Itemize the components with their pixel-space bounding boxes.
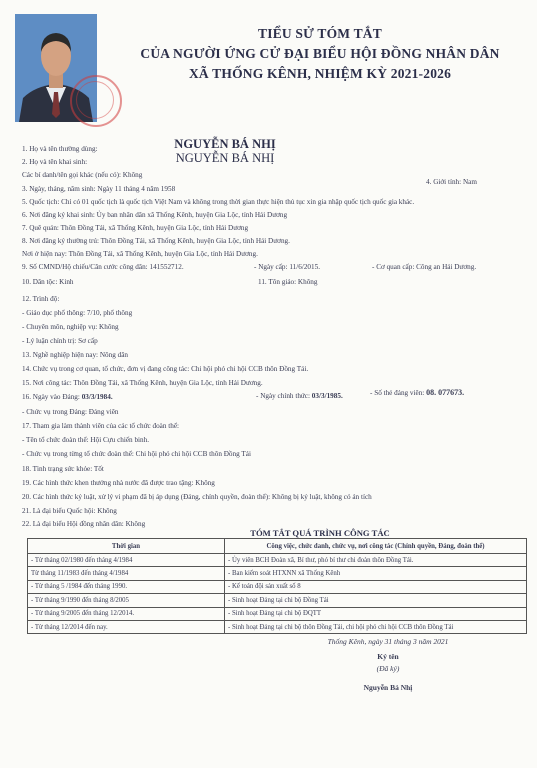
column-header-time: Thời gian — [28, 539, 225, 554]
work-history-table — [27, 538, 527, 634]
table-cell-role: - Sinh hoạt Đảng tại chi bộ ĐQTT — [225, 607, 527, 620]
party-join-value: 03/3/1984. — [81, 393, 113, 401]
field-health: 18. Tình trạng sức khỏe: Tốt — [22, 465, 104, 473]
field-peoples-council: 22. Là đại biểu Hội đồng nhân dân: Không — [22, 520, 146, 528]
field-id-issuer: - Cơ quan cấp: Công an Hải Dương. — [372, 263, 477, 271]
field-organization-role: - Chức vụ trong từng tổ chức đoàn thể: Chi hội phó chi hội CCB thôn Đồng Tái — [22, 450, 251, 458]
table-row — [28, 554, 527, 567]
table-cell-role: - Sinh hoạt Đảng tại chi bộ thôn Đồng Tái, chi hội phó chi hội CCB thôn Đồng Tái — [225, 620, 527, 633]
field-party-role: - Chức vụ trong Đảng: Đảng viên — [22, 408, 119, 416]
signer-name: Nguyễn Bá Nhị — [363, 683, 413, 692]
field-birth-name: 2. Họ và tên khai sinh: — [22, 158, 88, 166]
table-cell-time: - Từ tháng 5 /1984 đến tháng 1990. — [28, 580, 225, 593]
table-cell-role: - Sinh hoạt Đảng tại chi bộ Đồng Tái — [225, 594, 527, 607]
field-workplace: 15. Nơi công tác: Thôn Đồng Tái, xã Thống Kênh, huyện Gia Lộc, tỉnh Hải Dương. — [22, 379, 263, 387]
field-religion: 11. Tôn giáo: Không — [258, 278, 318, 286]
field-gender: 4. Giới tính: Nam — [426, 178, 477, 186]
field-organizations: 17. Tham gia làm thành viên của các tổ chức đoàn thể: — [22, 422, 180, 430]
signature-label: Ký tên — [377, 652, 399, 661]
table-cell-time: - Từ tháng 9/1990 đến tháng 8/2005 — [28, 594, 225, 607]
party-official-label: - Ngày chính thức: — [256, 392, 310, 400]
history-title: TÓM TẮT QUÁ TRÌNH CÔNG TÁC — [250, 528, 390, 538]
column-header-role: Công việc, chức danh, chức vụ, nơi công tác (Chính quyền, Đảng, đoàn thể) — [225, 539, 527, 554]
field-id-issue-date: - Ngày cấp: 11/6/2015. — [254, 263, 321, 271]
field-party-card — [370, 388, 464, 398]
party-official-value: 03/3/1985. — [311, 392, 343, 400]
party-card-value: 08. 077673. — [426, 388, 465, 397]
field-party-join-date — [22, 393, 113, 402]
table-header-row — [28, 539, 527, 554]
field-party-official-date — [256, 392, 343, 401]
party-join-label: 16. Ngày vào Đảng: — [22, 393, 80, 401]
field-current-residence: Nơi ở hiện nay: Thôn Đồng Tái, xã Thống Kênh, huyện Gia Lộc, tỉnh Hải Dương. — [22, 250, 258, 258]
party-card-label: - Số thẻ đảng viên: — [370, 389, 425, 397]
red-seal-inner-ring — [76, 81, 114, 119]
field-alias: Các bí danh/tên gọi khác (nếu có): Không — [22, 171, 143, 179]
field-qualifications: 12. Trình độ: — [22, 295, 60, 303]
candidate-name: NGUYỄN BÁ NHỊ — [174, 137, 276, 151]
table-cell-time: - Từ tháng 9/2005 đến tháng 12/2014. — [28, 607, 225, 620]
table-cell-role: - Kế toán đội sản xuất số 8 — [225, 580, 527, 593]
table-cell-time: - Từ tháng 02/1980 đến tháng 4/1984 — [28, 554, 225, 567]
candidate-birth-name: NGUYỄN BÁ NHỊ — [175, 151, 275, 165]
field-organization-name: - Tên tổ chức đoàn thể: Hội Cựu chiến binh. — [22, 436, 150, 444]
field-nationality: 5. Quốc tịch: Chỉ có 01 quốc tịch là quốc tịch Việt Nam và không trong thời gian thực hiện thủ tục xin gia nhập quốc tịch quốc gia khác. — [22, 198, 415, 206]
field-political-theory: - Lý luận chính trị: Sơ cấp — [22, 337, 98, 345]
field-discipline: 20. Các hình thức kỷ luật, xử lý vi phạm đã bị áp dụng (Đảng, chính quyền, đoàn thể): Không bị kỷ luật, không có án tích — [22, 493, 372, 501]
field-professional: - Chuyên môn, nghiệp vụ: Không — [22, 323, 119, 331]
table-row — [28, 594, 527, 607]
header-line-1: TIỂU SỬ TÓM TẮT — [258, 26, 382, 41]
field-common-name: 1. Họ và tên thường dùng: — [22, 145, 98, 153]
table-cell-time: - Từ tháng 12/2014 đến nay. — [28, 620, 225, 633]
field-birth-registration: 6. Nơi đăng ký khai sinh: Ủy ban nhân dân xã Thống Kênh, huyện Gia Lộc, tỉnh Hải Dương — [22, 211, 288, 219]
table-cell-role: - Ban kiểm soát HTXNN xã Thống Kênh — [225, 567, 527, 580]
field-id-number: 9. Số CMND/Hộ chiếu/Căn cước công dân: 141552712. — [22, 263, 184, 271]
field-position: 14. Chức vụ trong cơ quan, tổ chức, đơn vị đang công tác: Chi hội phó chi hội CCB thôn Đồng Tái. — [22, 365, 309, 373]
field-ethnicity: 10. Dân tộc: Kinh — [22, 278, 74, 286]
signature-status: (Đã ký) — [376, 664, 400, 673]
field-national-assembly: 21. Là đại biểu Quốc hội: Không — [22, 507, 117, 515]
field-permanent-residence: 8. Nơi đăng ký thường trú: Thôn Đồng Tái, xã Thống Kênh, huyện Gia Lộc, tỉnh Hải Dương. — [22, 237, 290, 245]
field-birthdate: 3. Ngày, tháng, năm sinh: Ngày 11 tháng 4 năm 1958 — [22, 185, 176, 193]
table-row — [28, 567, 527, 580]
header-line-3: XÃ THỐNG KÊNH, NHIỆM KỲ 2021-2026 — [188, 66, 452, 81]
table-cell-time: Từ tháng 11/1983 đến tháng 4/1984 — [28, 567, 225, 580]
signature-place-date: Thống Kênh, ngày 31 tháng 3 năm 2021 — [327, 637, 449, 646]
table-row — [28, 620, 527, 633]
field-awards: 19. Các hình thức khen thưởng nhà nước đã được trao tặng: Không — [22, 479, 215, 487]
table-cell-role: - Ủy viên BCH Đoàn xã, Bí thư, phó bí thư chi đoàn thôn Đồng Tái. — [225, 554, 527, 567]
table-row — [28, 580, 527, 593]
field-general-education: - Giáo dục phổ thông: 7/10, phổ thông — [22, 309, 133, 317]
table-row — [28, 607, 527, 620]
field-occupation: 13. Nghề nghiệp hiện nay: Nông dân — [22, 351, 128, 359]
header-line-2: CỦA NGƯỜI ỨNG CỬ ĐẠI BIỂU HỘI ĐỒNG NHÂN DÂN — [140, 46, 500, 61]
field-hometown: 7. Quê quán: Thôn Đồng Tái, xã Thống Kênh, huyện Gia Lộc, tỉnh Hải Dương — [22, 224, 249, 232]
